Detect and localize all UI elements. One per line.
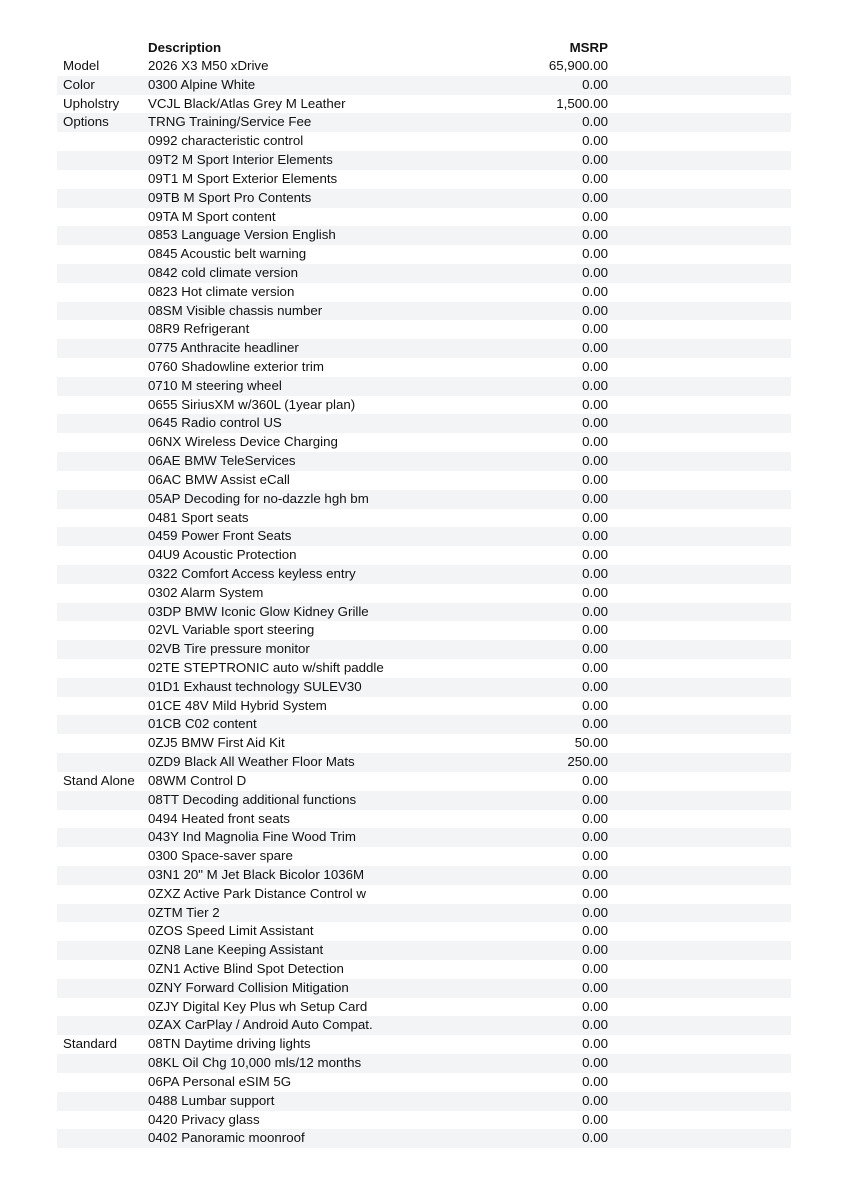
msrp-cell: 0.00 [582, 189, 608, 205]
description-cell: 0ZN1 Active Blind Spot Detection [148, 961, 344, 976]
description-cell: 0ZD9 Black All Weather Floor Mats [148, 754, 355, 770]
table-row [0, 302, 848, 321]
table-row [0, 565, 848, 584]
description-cell: 0420 Privacy glass [148, 1111, 260, 1127]
description-cell: 0ZNY Forward Collision Mitigation [148, 979, 349, 995]
description-cell: 01CE 48V Mild Hybrid System [148, 697, 327, 713]
msrp-cell: 65,900.00 [548, 58, 608, 73]
msrp-cell: 0.00 [582, 641, 608, 657]
description-cell: 09T1 M Sport Exterior Elements [148, 170, 338, 186]
table-row [0, 132, 848, 151]
table-row [0, 396, 848, 415]
msrp-cell: 0.00 [582, 170, 608, 186]
description-cell: 03DP BMW Iconic Glow Kidney Grille [148, 603, 369, 619]
msrp-cell: 0.00 [582, 904, 608, 920]
category-cell: Upholstry [63, 95, 120, 111]
msrp-cell: 0.00 [582, 302, 608, 318]
description-cell: 06PA Personal eSIM 5G [148, 1073, 292, 1089]
category-cell: Options [63, 114, 109, 130]
msrp-cell: 0.00 [582, 471, 608, 487]
table-row [0, 471, 848, 490]
msrp-cell: 0.00 [582, 885, 608, 901]
table-row [0, 584, 848, 603]
msrp-cell: 0.00 [582, 1017, 608, 1033]
description-cell: 0ZXZ Active Park Distance Control w [148, 885, 366, 901]
description-cell: 0300 Alpine White [148, 76, 256, 92]
table-row [0, 734, 848, 753]
table-row [0, 640, 848, 659]
description-cell: 04U9 Acoustic Protection [148, 547, 297, 563]
description-cell: 02VL Variable sport steering [148, 622, 315, 638]
msrp-cell: 0.00 [582, 208, 608, 224]
description-cell: 01D1 Exhaust technology SULEV30 [148, 678, 362, 694]
msrp-cell: 0.00 [582, 697, 608, 713]
table-row [0, 208, 848, 227]
table-row [0, 433, 848, 452]
description-cell: 0775 Anthracite headliner [148, 340, 299, 356]
category-cell: Model [63, 58, 100, 73]
description-cell: 0853 Language Version English [148, 227, 336, 243]
msrp-cell: 0.00 [582, 321, 608, 337]
description-cell: 0481 Sport seats [148, 509, 249, 525]
description-cell: 0842 cold climate version [148, 264, 299, 280]
msrp-cell: 0.00 [582, 998, 608, 1014]
description-cell: 08KL Oil Chg 10,000 mls/12 months [148, 1055, 362, 1071]
msrp-cell: 0.00 [582, 622, 608, 638]
description-cell: 0ZJ5 BMW First Aid Kit [148, 735, 285, 751]
table-row [0, 76, 848, 95]
table-row [0, 189, 848, 208]
table-row [0, 979, 848, 998]
msrp-cell: 0.00 [582, 848, 608, 864]
table-row [0, 904, 848, 923]
table-row [0, 922, 848, 941]
table-row [0, 113, 848, 132]
msrp-column-header: MSRP [569, 40, 608, 55]
table-row [0, 1054, 848, 1073]
table-row [0, 810, 848, 829]
description-cell: 0645 Radio control US [148, 415, 282, 431]
table-header [0, 38, 848, 57]
table-row [0, 452, 848, 471]
msrp-cell: 0.00 [582, 791, 608, 807]
table-row [0, 603, 848, 622]
msrp-cell: 50.00 [574, 735, 608, 751]
description-cell: 08SM Visible chassis number [148, 302, 323, 318]
description-cell: 09TB M Sport Pro Contents [148, 189, 312, 205]
msrp-cell: 0.00 [582, 264, 608, 280]
description-cell: 0ZJY Digital Key Plus wh Setup Card [148, 998, 368, 1014]
msrp-cell: 0.00 [582, 979, 608, 995]
msrp-cell: 0.00 [582, 866, 608, 882]
msrp-cell: 0.00 [582, 603, 608, 619]
description-cell: 0845 Acoustic belt warning [148, 246, 307, 262]
msrp-cell: 0.00 [582, 772, 608, 788]
msrp-cell: 0.00 [582, 434, 608, 450]
table-row [0, 1111, 848, 1130]
description-cell: 0710 M steering wheel [148, 377, 282, 393]
description-cell: 0ZOS Speed Limit Assistant [148, 923, 314, 939]
table-row [0, 546, 848, 565]
description-cell: 0ZTM Tier 2 [148, 904, 220, 920]
description-cell: 02TE STEPTRONIC auto w/shift paddle [148, 660, 384, 675]
msrp-cell: 0.00 [582, 415, 608, 431]
msrp-cell: 0.00 [582, 396, 608, 412]
msrp-cell: 0.00 [582, 377, 608, 393]
table-row [0, 960, 848, 979]
table-row [0, 264, 848, 283]
description-cell: 06NX Wireless Device Charging [148, 434, 338, 450]
table-row [0, 621, 848, 640]
msrp-cell: 0.00 [582, 1092, 608, 1108]
description-cell: 0488 Lumbar support [148, 1092, 275, 1108]
description-cell: 08TT Decoding additional functions [148, 791, 357, 807]
table-row [0, 697, 848, 716]
description-cell: 06AE BMW TeleServices [148, 453, 296, 469]
table-row [0, 509, 848, 528]
table-row [0, 941, 848, 960]
table-row [0, 659, 848, 678]
description-cell: 09TA M Sport content [148, 208, 276, 224]
description-cell: 0302 Alarm System [148, 584, 264, 600]
description-cell: 0322 Comfort Access keyless entry [148, 565, 356, 581]
description-cell: 02VB Tire pressure monitor [148, 641, 310, 657]
msrp-cell: 0.00 [582, 283, 608, 299]
table-row [0, 283, 848, 302]
msrp-cell: 0.00 [582, 133, 608, 149]
description-cell: 08TN Daytime driving lights [148, 1036, 311, 1052]
msrp-cell: 0.00 [582, 584, 608, 600]
description-cell: 043Y Ind Magnolia Fine Wood Trim [148, 829, 356, 845]
table-row [0, 245, 848, 264]
msrp-cell: 0.00 [582, 547, 608, 563]
description-cell: TRNG Training/Service Fee [148, 114, 312, 130]
msrp-cell: 0.00 [582, 565, 608, 581]
msrp-cell: 0.00 [582, 961, 608, 976]
description-cell: 09T2 M Sport Interior Elements [148, 152, 333, 168]
description-cell: VCJL Black/Atlas Grey M Leather [148, 95, 346, 111]
msrp-cell: 0.00 [582, 152, 608, 168]
description-cell: 0300 Space-saver spare [148, 848, 293, 864]
description-cell: 0992 characteristic control [148, 133, 304, 149]
description-cell: 06AC BMW Assist eCall [148, 471, 290, 487]
msrp-cell: 0.00 [582, 923, 608, 939]
table-row [0, 715, 848, 734]
msrp-cell: 0.00 [582, 1111, 608, 1127]
description-cell: 0494 Heated front seats [148, 810, 290, 826]
table-row [0, 791, 848, 810]
msrp-cell: 0.00 [582, 359, 608, 374]
msrp-cell: 250.00 [567, 754, 608, 770]
description-cell: 0459 Power Front Seats [148, 528, 292, 544]
table-row [0, 1016, 848, 1035]
table-row [0, 1035, 848, 1054]
table-row [0, 772, 848, 791]
msrp-cell: 0.00 [582, 114, 608, 130]
msrp-cell: 0.00 [582, 490, 608, 506]
table-row [0, 828, 848, 847]
description-cell: 0760 Shadowline exterior trim [148, 359, 324, 374]
description-column-header: Description [148, 40, 222, 55]
msrp-cell: 0.00 [582, 528, 608, 544]
description-cell: 0655 SiriusXM w/360L (1year plan) [148, 396, 356, 412]
msrp-cell: 0.00 [582, 678, 608, 694]
description-cell: 08WM Control D [148, 772, 247, 788]
msrp-cell: 0.00 [582, 660, 608, 675]
table-row [0, 1129, 848, 1148]
price-table [0, 57, 848, 1148]
table-row [0, 866, 848, 885]
table-row [0, 95, 848, 114]
msrp-cell: 0.00 [582, 810, 608, 826]
table-row [0, 527, 848, 546]
table-row [0, 339, 848, 358]
table-row [0, 226, 848, 245]
msrp-cell: 0.00 [582, 829, 608, 845]
description-cell: 0ZN8 Lane Keeping Assistant [148, 942, 324, 958]
description-cell: 03N1 20" M Jet Black Bicolor 1036M [148, 866, 365, 882]
table-row [0, 414, 848, 433]
msrp-cell: 0.00 [582, 716, 608, 732]
msrp-cell: 0.00 [582, 1055, 608, 1071]
table-row [0, 753, 848, 772]
category-cell: Standard [63, 1036, 117, 1052]
description-cell: 08R9 Refrigerant [148, 321, 250, 337]
description-cell: 0ZAX CarPlay / Android Auto Compat. [148, 1017, 373, 1033]
msrp-cell: 0.00 [582, 246, 608, 262]
table-row [0, 1073, 848, 1092]
description-cell: 01CB C02 content [148, 716, 257, 732]
table-row [0, 170, 848, 189]
table-row [0, 998, 848, 1017]
table-row [0, 57, 848, 76]
msrp-cell: 1,500.00 [556, 95, 608, 111]
description-cell: 0402 Panoramic moonroof [148, 1130, 305, 1146]
msrp-cell: 0.00 [582, 942, 608, 958]
table-row [0, 320, 848, 339]
msrp-cell: 0.00 [582, 1073, 608, 1089]
table-row [0, 151, 848, 170]
msrp-cell: 0.00 [582, 227, 608, 243]
table-row [0, 377, 848, 396]
description-cell: 0823 Hot climate version [148, 283, 295, 299]
msrp-cell: 0.00 [582, 1036, 608, 1052]
description-cell: 2026 X3 M50 xDrive [148, 58, 269, 73]
msrp-cell: 0.00 [582, 509, 608, 525]
table-row [0, 678, 848, 697]
table-row [0, 885, 848, 904]
table-row [0, 358, 848, 377]
category-cell: Color [63, 76, 95, 92]
msrp-cell: 0.00 [582, 1130, 608, 1146]
msrp-cell: 0.00 [582, 340, 608, 356]
category-cell: Stand Alone [63, 772, 135, 788]
table-row [0, 1092, 848, 1111]
msrp-cell: 0.00 [582, 76, 608, 92]
description-cell: 05AP Decoding for no-dazzle hgh bm [148, 490, 369, 506]
msrp-cell: 0.00 [582, 453, 608, 469]
table-row [0, 490, 848, 509]
table-row [0, 847, 848, 866]
